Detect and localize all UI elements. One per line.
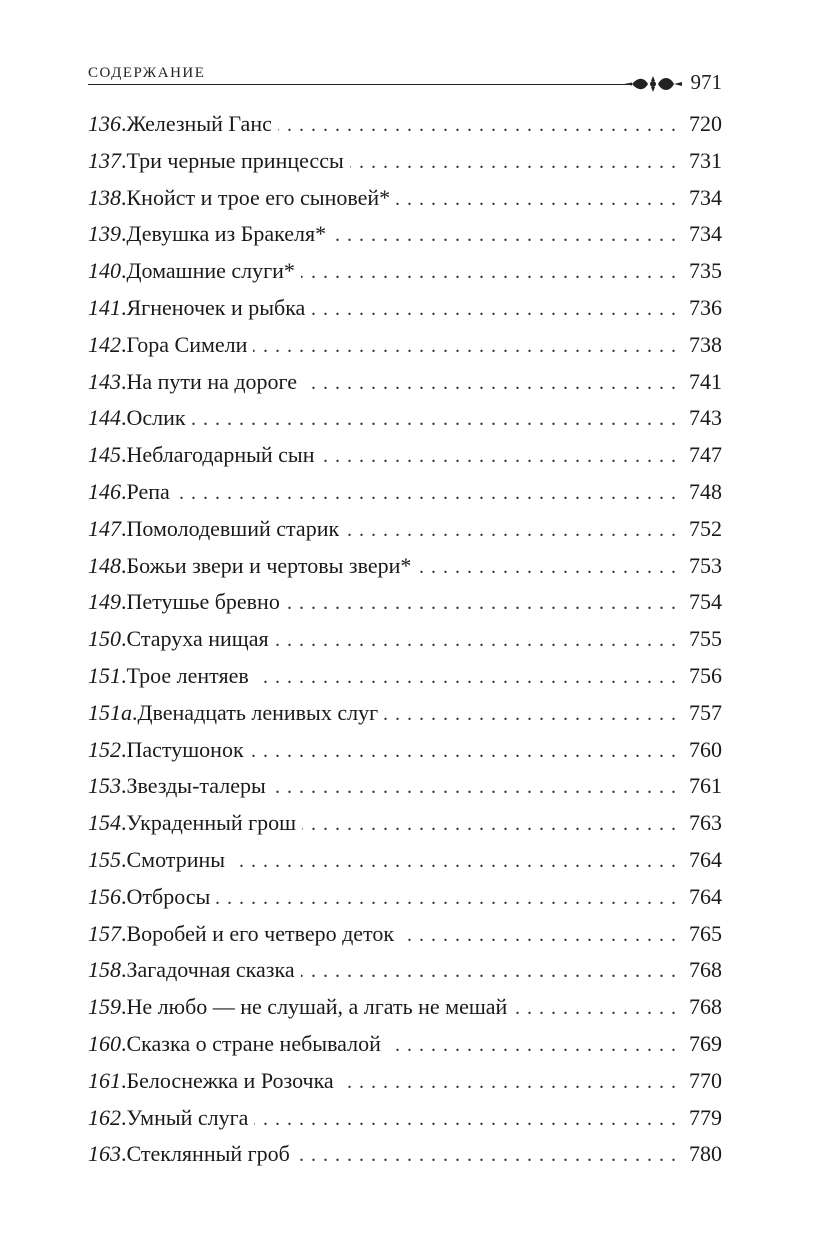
toc-dot-leader <box>321 438 677 475</box>
toc-dot-leader <box>255 659 676 696</box>
toc-entry-number-separator: . <box>121 589 127 615</box>
toc-entry-title: Ягненочек и рыбка <box>126 294 306 320</box>
toc-entry-number: 151 <box>88 662 121 688</box>
toc-entry-number-separator: . <box>121 1104 127 1130</box>
toc-entry <box>88 621 722 658</box>
toc-dot-leader <box>296 1137 676 1174</box>
toc-entry-number: 162 <box>88 1104 121 1130</box>
toc-entry-title: Сказка о стране небывалой <box>126 1030 381 1056</box>
toc-dot-leader <box>272 769 676 806</box>
section-title: СОДЕРЖАНИЕ <box>88 65 206 81</box>
toc-entry-page: 769 <box>689 1030 722 1056</box>
toc-entry-number-separator: . <box>121 258 127 284</box>
toc-entry <box>88 879 722 916</box>
toc-dot-leader <box>176 475 676 512</box>
toc-entry <box>88 474 722 511</box>
toc-entry-page: 734 <box>689 184 722 210</box>
toc-entry-title: Гора Симели <box>126 331 248 357</box>
table-of-contents <box>88 106 722 1173</box>
toc-entry-number-separator: . <box>121 111 127 136</box>
toc-entry-number-separator: . <box>121 515 127 541</box>
toc-dot-leader <box>301 254 676 291</box>
toc-entry-page: 756 <box>689 662 722 688</box>
toc-entry-title: Помолодевший старик <box>126 515 340 541</box>
toc-entry-title: На пути на дороге <box>126 368 298 394</box>
toc-entry <box>88 180 722 217</box>
toc-dot-leader <box>345 512 676 549</box>
toc-entry-page: 765 <box>689 920 722 946</box>
toc-entry-title: Белоснежка и Розочка <box>126 1067 334 1093</box>
toc-dot-leader <box>513 990 676 1027</box>
toc-entry-number: 149 <box>88 589 121 615</box>
toc-entry-page: 735 <box>689 258 722 284</box>
toc-entry-number: 145 <box>88 442 121 468</box>
toc-dot-leader <box>254 1101 676 1138</box>
toc-entry-title: Пастушонок <box>126 736 244 762</box>
toc-entry <box>88 327 722 364</box>
toc-dot-leader <box>311 291 676 328</box>
toc-entry-number-separator: . <box>121 773 127 799</box>
toc-dot-leader <box>231 843 676 880</box>
toc-entry-title: Девушка из Бракеля* <box>126 221 327 247</box>
toc-entry-number-separator: . <box>121 883 127 909</box>
toc-entry-page: 738 <box>689 331 722 357</box>
toc-entry-number: 143 <box>88 368 121 394</box>
toc-entry <box>88 253 722 290</box>
toc-entry-title: Смотрины <box>126 846 226 872</box>
toc-entry-page: 748 <box>689 478 722 504</box>
toc-entry-number: 152 <box>88 736 121 762</box>
toc-entry-number: 147 <box>88 515 121 541</box>
toc-entry-title: Не любо — не слушай, а лгать не мешай <box>126 994 508 1020</box>
toc-entry-number: 142 <box>88 331 121 357</box>
toc-entry <box>88 695 722 732</box>
toc-entry-number-separator: . <box>121 294 127 320</box>
toc-entry-title: Петушье бревно <box>126 589 280 615</box>
toc-entry-number: 137 <box>88 147 121 173</box>
toc-entry-number-separator: . <box>121 810 127 836</box>
toc-dot-leader <box>332 217 676 254</box>
toc-entry-number-separator: . <box>121 1030 127 1056</box>
toc-entry-title: Домашние слуги* <box>126 258 295 284</box>
header-rule <box>88 84 628 85</box>
toc-entry-title: Двенадцать ленивых слуг <box>137 699 379 725</box>
toc-entry-page: 741 <box>689 368 722 394</box>
toc-dot-leader <box>278 107 676 144</box>
toc-entry-number-separator: . <box>121 552 127 578</box>
toc-entry-number-separator: . <box>121 478 127 504</box>
toc-entry <box>88 1100 722 1137</box>
toc-dot-leader <box>192 401 676 438</box>
toc-entry-number: 148 <box>88 552 121 578</box>
toc-entry-number: 160 <box>88 1030 121 1056</box>
toc-entry-title: Отбросы <box>126 883 211 909</box>
toc-entry-page: 757 <box>689 699 722 725</box>
toc-entry <box>88 584 722 621</box>
toc-entry-number: 150 <box>88 626 121 652</box>
toc-entry <box>88 548 722 585</box>
toc-entry-page: 752 <box>689 515 722 541</box>
toc-dot-leader <box>301 953 676 990</box>
toc-entry-page: 755 <box>689 626 722 652</box>
toc-entry-number-separator: . <box>121 184 127 210</box>
toc-entry-number-separator: . <box>121 736 127 762</box>
page-number: 971 <box>690 70 722 94</box>
toc-dot-leader <box>417 549 676 586</box>
toc-entry-number: 151a <box>88 699 132 725</box>
toc-entry-number: 156 <box>88 883 121 909</box>
toc-entry-title: Неблагодарный сын <box>126 442 315 468</box>
toc-dot-leader <box>216 880 676 917</box>
toc-entry <box>88 768 722 805</box>
toc-entry-title: Воробей и его четверо деток <box>126 920 395 946</box>
toc-entry-number: 159 <box>88 994 121 1020</box>
toc-entry-number-separator: . <box>121 1067 127 1093</box>
toc-entry-title: Загадочная сказка <box>126 957 295 983</box>
toc-entry-number-separator: . <box>121 920 127 946</box>
toc-entry-page: 753 <box>689 552 722 578</box>
toc-dot-leader <box>350 144 676 181</box>
toc-entry <box>88 1063 722 1100</box>
toc-entry <box>88 143 722 180</box>
toc-entry-page: 764 <box>689 883 722 909</box>
toc-entry <box>88 216 722 253</box>
toc-entry-page: 770 <box>689 1067 722 1093</box>
toc-entry-number: 161 <box>88 1067 121 1093</box>
toc-entry-number-separator: . <box>121 442 127 468</box>
toc-entry <box>88 732 722 769</box>
toc-entry-number: 154 <box>88 810 121 836</box>
toc-entry-page: 768 <box>689 957 722 983</box>
toc-entry-title: Три черные принцессы <box>126 147 344 173</box>
toc-dot-leader <box>302 806 676 843</box>
toc-entry <box>88 437 722 474</box>
toc-dot-leader <box>286 585 676 622</box>
toc-entry <box>88 658 722 695</box>
toc-entry <box>88 989 722 1026</box>
toc-entry-page: 780 <box>689 1141 722 1167</box>
toc-entry-number: 138 <box>88 184 121 210</box>
toc-entry-page: 763 <box>689 810 722 836</box>
toc-entry-page: 754 <box>689 589 722 615</box>
toc-entry-title: Кнойст и трое его сыновей* <box>126 184 391 210</box>
toc-entry <box>88 952 722 989</box>
toc-entry <box>88 1026 722 1063</box>
toc-entry-number-separator: . <box>121 331 127 357</box>
toc-dot-leader <box>387 1027 676 1064</box>
toc-entry-number-separator: . <box>121 846 127 872</box>
toc-entry-title: Старуха нищая <box>126 626 269 652</box>
toc-entry-title: Божьи звери и чертовы звери* <box>126 552 412 578</box>
toc-entry <box>88 290 722 327</box>
toc-dot-leader <box>275 622 676 659</box>
toc-entry <box>88 106 722 143</box>
toc-entry <box>88 1136 722 1173</box>
toc-entry-title: Трое лентяев <box>126 662 249 688</box>
toc-entry-page: 747 <box>689 442 722 468</box>
toc-entry-title: Звезды-талеры <box>126 773 266 799</box>
toc-entry-number-separator: . <box>132 699 138 725</box>
toc-entry-number-separator: . <box>121 957 127 983</box>
toc-entry-page: 720 <box>689 111 722 136</box>
toc-entry-number-separator: . <box>121 368 127 394</box>
toc-entry-title: Репа <box>126 478 170 504</box>
toc-entry-number-separator: . <box>121 147 127 173</box>
toc-entry-number: 153 <box>88 773 121 799</box>
toc-entry-page: 761 <box>689 773 722 799</box>
running-header <box>88 60 722 94</box>
toc-entry-page: 760 <box>689 736 722 762</box>
toc-entry-number: 158 <box>88 957 121 983</box>
toc-dot-leader <box>340 1064 676 1101</box>
toc-entry-number-separator: . <box>121 405 127 431</box>
toc-entry-page: 731 <box>689 147 722 173</box>
toc-entry-number: 163 <box>88 1141 121 1167</box>
toc-entry-number: 146 <box>88 478 121 504</box>
toc-entry-page: 743 <box>689 405 722 431</box>
toc-dot-leader <box>250 733 676 770</box>
toc-entry-page: 779 <box>689 1104 722 1130</box>
toc-entry <box>88 400 722 437</box>
toc-dot-leader <box>400 917 676 954</box>
toc-entry <box>88 842 722 879</box>
toc-entry <box>88 511 722 548</box>
toc-entry-number: 140 <box>88 258 121 284</box>
toc-entry-number-separator: . <box>121 221 127 247</box>
toc-dot-leader <box>303 365 676 402</box>
toc-dot-leader <box>384 696 676 733</box>
toc-entry <box>88 805 722 842</box>
toc-entry-number: 155 <box>88 846 121 872</box>
toc-entry-page: 764 <box>689 846 722 872</box>
toc-entry-page: 768 <box>689 994 722 1020</box>
toc-dot-leader <box>253 328 676 365</box>
toc-entry <box>88 364 722 401</box>
toc-entry-number: 136 <box>88 111 121 136</box>
toc-entry-number-separator: . <box>121 626 127 652</box>
toc-entry-number: 141 <box>88 294 121 320</box>
toc-entry-title: Железный Ганс <box>126 111 272 136</box>
toc-entry-page: 734 <box>689 221 722 247</box>
toc-entry-title: Умный слуга <box>126 1104 249 1130</box>
toc-entry-title: Стеклянный гроб <box>126 1141 290 1167</box>
toc-entry-number: 144 <box>88 405 121 431</box>
toc-entry-number: 157 <box>88 920 121 946</box>
toc-entry-title: Ослик <box>126 405 186 431</box>
toc-dot-leader <box>396 181 676 218</box>
toc-entry-number: 139 <box>88 221 121 247</box>
toc-entry-number-separator: . <box>121 662 127 688</box>
toc-entry <box>88 916 722 953</box>
toc-entry-number-separator: . <box>121 994 127 1020</box>
toc-entry-title: Украденный грош <box>126 810 297 836</box>
toc-entry-number-separator: . <box>121 1141 127 1167</box>
toc-entry-page: 736 <box>689 294 722 320</box>
fleuron-ornament-icon <box>624 74 682 94</box>
